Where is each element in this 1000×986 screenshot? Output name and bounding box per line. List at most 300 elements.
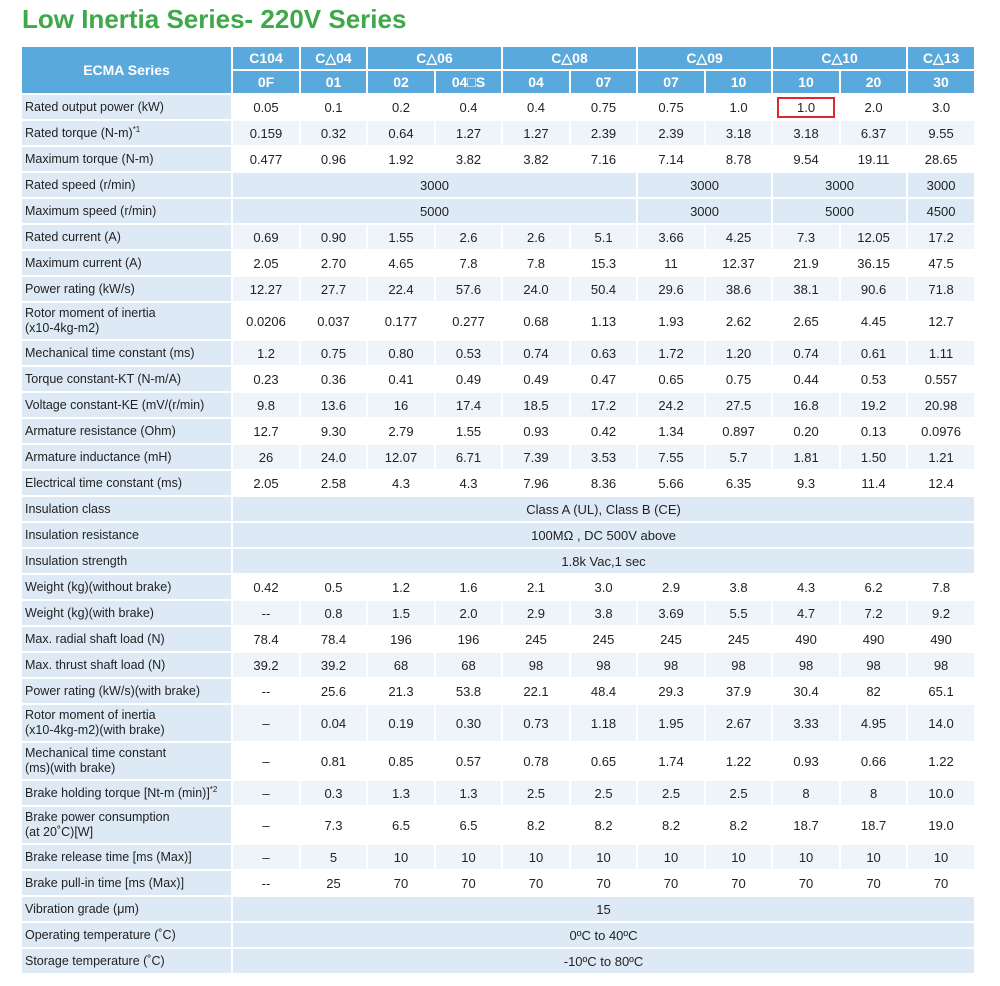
value-cell: 4.95	[840, 704, 907, 742]
table-row-brake-power	[21, 806, 975, 844]
value-cell: 0.61	[840, 340, 907, 366]
value-cell: 3.0	[570, 574, 637, 600]
value-cell: 70	[435, 870, 502, 896]
value-cell: 39.2	[232, 652, 300, 678]
value-cell: 0.49	[435, 366, 502, 392]
value-cell: 7.8	[907, 574, 975, 600]
value-cell: 48.4	[570, 678, 637, 704]
row-label-text: Max. radial shaft load (N)	[25, 631, 165, 646]
value-cell: 19.11	[840, 146, 907, 172]
value-cell: 50.4	[570, 276, 637, 302]
value-cell-highlighted	[772, 94, 840, 120]
value-cell: 70	[367, 870, 435, 896]
value-cell: 7.3	[300, 806, 367, 844]
table-row-storage-temp	[21, 948, 975, 974]
value-cell: 7.3	[772, 224, 840, 250]
value-cell: 1.55	[435, 418, 502, 444]
value-cell: 0.53	[840, 366, 907, 392]
table-row-brake-torque	[21, 780, 975, 806]
value-cell: 1.2	[232, 340, 300, 366]
value-cell: 15.3	[570, 250, 637, 276]
merged-value-cell: 0ºC to 40ºC	[232, 922, 975, 948]
value-cell: 7.96	[502, 470, 570, 496]
row-label	[21, 652, 232, 678]
value-cell: 21.9	[772, 250, 840, 276]
value-cell: 2.58	[300, 470, 367, 496]
merged-value-cell: 3000	[907, 172, 975, 198]
merged-value-cell: 5000	[232, 198, 637, 224]
table-row-max-current	[21, 250, 975, 276]
value-cell: 2.9	[502, 600, 570, 626]
value-cell: 2.79	[367, 418, 435, 444]
value-cell: 2.5	[502, 780, 570, 806]
value-cell: –	[232, 704, 300, 742]
spec-table	[20, 45, 976, 975]
value-cell: 3.33	[772, 704, 840, 742]
value-cell: 490	[840, 626, 907, 652]
value-cell: 30.4	[772, 678, 840, 704]
value-cell: 27.5	[705, 392, 772, 418]
value-cell: 11	[637, 250, 705, 276]
value-cell: 9.8	[232, 392, 300, 418]
value-cell: 9.3	[772, 470, 840, 496]
value-cell: –	[232, 780, 300, 806]
footnote-marker: *1	[132, 124, 141, 134]
row-label-line: Mechanical time constant	[25, 746, 167, 760]
value-cell: 0.63	[570, 340, 637, 366]
value-cell: 25	[300, 870, 367, 896]
value-cell: 0.20	[772, 418, 840, 444]
value-cell: 196	[367, 626, 435, 652]
value-cell: 1.50	[840, 444, 907, 470]
value-cell: 1.0	[705, 94, 772, 120]
value-cell: 57.6	[435, 276, 502, 302]
value-cell: –	[232, 742, 300, 780]
value-cell: 7.14	[637, 146, 705, 172]
value-cell: 0.47	[570, 366, 637, 392]
value-cell: –	[232, 806, 300, 844]
row-label	[21, 600, 232, 626]
value-cell: 2.0	[840, 94, 907, 120]
value-cell: 0.897	[705, 418, 772, 444]
value-cell: 3.18	[705, 120, 772, 146]
merged-value-cell: 100MΩ , DC 500V above	[232, 522, 975, 548]
value-cell: 0.57	[435, 742, 502, 780]
row-label-line: (x10-4kg-m2)(with brake)	[25, 723, 165, 737]
row-label-text: Maximum current (A)	[25, 255, 142, 270]
value-cell: 245	[705, 626, 772, 652]
value-cell: 8.2	[637, 806, 705, 844]
value-cell: 2.39	[637, 120, 705, 146]
row-label	[21, 94, 232, 120]
table-row-arm-resistance	[21, 418, 975, 444]
group-header: C△08	[502, 46, 637, 70]
row-label-text: Rated current (A)	[25, 229, 121, 244]
value-cell: 0.90	[300, 224, 367, 250]
value-cell: 0.1	[300, 94, 367, 120]
value-cell: 6.37	[840, 120, 907, 146]
value-cell: 19.2	[840, 392, 907, 418]
row-label-line: (x10-4kg-m2)	[25, 321, 100, 335]
group-header: C△09	[637, 46, 772, 70]
value-cell: 78.4	[300, 626, 367, 652]
value-cell: 0.13	[840, 418, 907, 444]
value-cell: 0.0206	[232, 302, 300, 340]
value-cell: 0.66	[840, 742, 907, 780]
value-cell: 3.53	[570, 444, 637, 470]
value-cell: 0.93	[772, 742, 840, 780]
table-row-thrust-load	[21, 652, 975, 678]
row-label-text: Brake holding torque [Nt-m (min)]	[25, 785, 210, 800]
value-cell: 3.69	[637, 600, 705, 626]
value-cell: 0.75	[570, 94, 637, 120]
model-header: 04□S	[435, 70, 502, 94]
value-cell: 0.8	[300, 600, 367, 626]
group-header: C△04	[300, 46, 367, 70]
row-label	[21, 522, 232, 548]
page-title: Low Inertia Series- 220V Series	[22, 4, 407, 34]
value-cell: 3.8	[570, 600, 637, 626]
row-label	[21, 250, 232, 276]
value-cell: 0.68	[502, 302, 570, 340]
value-cell: 8.2	[705, 806, 772, 844]
table-row-max-torque	[21, 146, 975, 172]
value-cell: 18.7	[840, 806, 907, 844]
series-header: ECMA Series	[21, 46, 232, 94]
row-label	[21, 392, 232, 418]
value-cell: 3.18	[772, 120, 840, 146]
value-cell: 12.4	[907, 470, 975, 496]
value-cell: 4.3	[435, 470, 502, 496]
value-cell: 2.0	[435, 600, 502, 626]
value-cell: 1.20	[705, 340, 772, 366]
value-cell: 0.2	[367, 94, 435, 120]
value-cell: --	[232, 678, 300, 704]
value-cell: 10	[907, 844, 975, 870]
group-header: C△06	[367, 46, 502, 70]
value-cell: 0.159	[232, 120, 300, 146]
value-cell: 39.2	[300, 652, 367, 678]
value-cell: 0.75	[705, 366, 772, 392]
value-cell: 4.7	[772, 600, 840, 626]
table-row-rated-output	[21, 94, 975, 120]
value-cell: 0.277	[435, 302, 502, 340]
value-cell: 5.66	[637, 470, 705, 496]
row-label-text: Voltage constant-KE (mV/(r/min)	[25, 397, 205, 412]
value-cell: 8	[840, 780, 907, 806]
value-cell: 16	[367, 392, 435, 418]
value-cell: 9.54	[772, 146, 840, 172]
value-cell: 7.39	[502, 444, 570, 470]
value-cell: 24.0	[300, 444, 367, 470]
model-header: 07	[570, 70, 637, 94]
merged-value-cell: 3000	[637, 198, 772, 224]
row-label-text: Insulation class	[25, 501, 111, 516]
value-cell: 0.557	[907, 366, 975, 392]
value-cell: 6.5	[435, 806, 502, 844]
row-label-text: Armature resistance (Ohm)	[25, 423, 176, 438]
value-cell: 8.2	[570, 806, 637, 844]
value-cell: 0.69	[232, 224, 300, 250]
table-row-mech-time-brake	[21, 742, 975, 780]
value-cell: 0.93	[502, 418, 570, 444]
value-cell: 10	[435, 844, 502, 870]
value-cell: 70	[570, 870, 637, 896]
row-label	[21, 224, 232, 250]
row-label-text: Brake pull-in time [ms (Max)]	[25, 875, 185, 890]
value-cell: 2.39	[570, 120, 637, 146]
model-header: 02	[367, 70, 435, 94]
value-cell: 0.3	[300, 780, 367, 806]
value-cell: 53.8	[435, 678, 502, 704]
value-cell: 2.05	[232, 250, 300, 276]
value-cell: 245	[502, 626, 570, 652]
table-row-weight-nobrake	[21, 574, 975, 600]
header-row-groups	[21, 46, 975, 70]
value-cell: 0.5	[300, 574, 367, 600]
value-cell: 2.6	[435, 224, 502, 250]
row-label	[21, 496, 232, 522]
value-cell: 10	[570, 844, 637, 870]
model-header: 20	[840, 70, 907, 94]
row-label-text: Storage temperature (˚C)	[25, 953, 165, 968]
value-cell: 0.19	[367, 704, 435, 742]
value-cell: 22.4	[367, 276, 435, 302]
value-cell: 22.1	[502, 678, 570, 704]
table-row-weight-brake	[21, 600, 975, 626]
value-cell: 3.82	[502, 146, 570, 172]
value-cell: 10	[705, 844, 772, 870]
merged-value-cell: 3000	[772, 172, 907, 198]
value-cell: 21.3	[367, 678, 435, 704]
value-cell: 10	[637, 844, 705, 870]
row-label	[21, 678, 232, 704]
value-cell: 27.7	[300, 276, 367, 302]
value-cell: 7.16	[570, 146, 637, 172]
table-row-rated-speed	[21, 172, 975, 198]
table-row-mech-time	[21, 340, 975, 366]
value-cell: 1.34	[637, 418, 705, 444]
value-cell: 4.65	[367, 250, 435, 276]
value-cell: 10.0	[907, 780, 975, 806]
value-cell: 4.25	[705, 224, 772, 250]
table-header	[21, 46, 975, 94]
value-cell: 0.30	[435, 704, 502, 742]
value-cell: 6.5	[367, 806, 435, 844]
merged-value-cell: 4500	[907, 198, 975, 224]
value-cell: 2.62	[705, 302, 772, 340]
model-header: 10	[772, 70, 840, 94]
model-header: 01	[300, 70, 367, 94]
value-cell: 7.2	[840, 600, 907, 626]
row-label-text: Rated torque (N-m)	[25, 125, 133, 140]
value-cell: 70	[705, 870, 772, 896]
table-row-rated-current	[21, 224, 975, 250]
value-cell: 0.04	[300, 704, 367, 742]
value-cell: 12.37	[705, 250, 772, 276]
value-cell: 6.2	[840, 574, 907, 600]
value-cell: 5	[300, 844, 367, 870]
row-label-text: Armature inductance (mH)	[25, 449, 172, 464]
value-cell: 1.18	[570, 704, 637, 742]
value-cell: 0.74	[772, 340, 840, 366]
value-cell: 10	[367, 844, 435, 870]
value-cell: 70	[637, 870, 705, 896]
value-cell: 490	[907, 626, 975, 652]
value-cell: 3.66	[637, 224, 705, 250]
value-cell: --	[232, 870, 300, 896]
value-cell: 26	[232, 444, 300, 470]
row-label-text: Torque constant-KT (N-m/A)	[25, 371, 182, 386]
row-label-text: Vibration grade (μm)	[25, 901, 139, 916]
value-cell: 10	[840, 844, 907, 870]
value-cell: 0.177	[367, 302, 435, 340]
value-cell: 70	[502, 870, 570, 896]
value-cell: 78.4	[232, 626, 300, 652]
value-cell: 3.82	[435, 146, 502, 172]
table-row-insulation-strength	[21, 548, 975, 574]
value-cell: 8.2	[502, 806, 570, 844]
row-label	[21, 742, 232, 780]
value-cell: 12.7	[907, 302, 975, 340]
row-label	[21, 844, 232, 870]
value-cell: 490	[772, 626, 840, 652]
value-cell: 1.22	[907, 742, 975, 780]
value-cell: 17.4	[435, 392, 502, 418]
value-cell: 0.96	[300, 146, 367, 172]
row-label-text: Mechanical time constant (ms)	[25, 345, 195, 360]
value-cell: 68	[367, 652, 435, 678]
value-cell: 0.037	[300, 302, 367, 340]
value-cell: 98	[907, 652, 975, 678]
value-cell: 0.65	[637, 366, 705, 392]
value-cell: 6.35	[705, 470, 772, 496]
value-cell: 18.5	[502, 392, 570, 418]
value-cell: 0.73	[502, 704, 570, 742]
value-cell: 2.65	[772, 302, 840, 340]
value-cell: 38.1	[772, 276, 840, 302]
table-row-rotor-inertia	[21, 302, 975, 340]
merged-value-cell: Class A (UL), Class B (CE)	[232, 496, 975, 522]
table-row-insulation-resistance	[21, 522, 975, 548]
value-cell: 1.13	[570, 302, 637, 340]
value-cell: 25.6	[300, 678, 367, 704]
value-cell: 0.44	[772, 366, 840, 392]
row-label-text: Rated speed (r/min)	[25, 177, 136, 192]
row-label-text: Insulation strength	[25, 553, 128, 568]
value-cell: 1.2	[367, 574, 435, 600]
value-cell: 3.8	[705, 574, 772, 600]
value-cell: 29.3	[637, 678, 705, 704]
row-label-text: Electrical time constant (ms)	[25, 475, 182, 490]
value-cell: 24.0	[502, 276, 570, 302]
value-cell: 20.98	[907, 392, 975, 418]
value-cell: 1.81	[772, 444, 840, 470]
value-cell: 47.5	[907, 250, 975, 276]
value-cell: 98	[705, 652, 772, 678]
value-cell: 0.36	[300, 366, 367, 392]
value-cell: 2.05	[232, 470, 300, 496]
value-cell: 1.74	[637, 742, 705, 780]
value-cell: 245	[570, 626, 637, 652]
value-cell: 2.1	[502, 574, 570, 600]
value-cell: 28.65	[907, 146, 975, 172]
value-cell: 98	[570, 652, 637, 678]
value-cell: 98	[772, 652, 840, 678]
table-row-insulation-class	[21, 496, 975, 522]
value-cell: 29.6	[637, 276, 705, 302]
value-cell: 37.9	[705, 678, 772, 704]
merged-value-cell: 3000	[232, 172, 637, 198]
row-label	[21, 922, 232, 948]
row-label-text: Rated output power (kW)	[25, 99, 164, 114]
value-cell: 10	[772, 844, 840, 870]
table-row-voltage-const	[21, 392, 975, 418]
value-cell: 12.7	[232, 418, 300, 444]
row-label-text: Max. thrust shaft load (N)	[25, 657, 166, 672]
value-cell: 0.32	[300, 120, 367, 146]
value-cell: 0.74	[502, 340, 570, 366]
merged-value-cell: 3000	[637, 172, 772, 198]
value-cell: 9.30	[300, 418, 367, 444]
row-label	[21, 780, 232, 806]
table-row-brake-release	[21, 844, 975, 870]
group-header: C△13	[907, 46, 975, 70]
row-label	[21, 366, 232, 392]
value-cell: 245	[637, 626, 705, 652]
value-cell: 24.2	[637, 392, 705, 418]
row-label	[21, 172, 232, 198]
row-label-text: Insulation resistance	[25, 527, 139, 542]
value-cell: 12.27	[232, 276, 300, 302]
table-row-op-temp	[21, 922, 975, 948]
value-cell: 0.23	[232, 366, 300, 392]
value-cell: 0.05	[232, 94, 300, 120]
value-cell: 12.07	[367, 444, 435, 470]
value-cell: 0.78	[502, 742, 570, 780]
table-row-power-rating	[21, 276, 975, 302]
group-header: C△10	[772, 46, 907, 70]
model-header: 10	[705, 70, 772, 94]
table-row-brake-pullin	[21, 870, 975, 896]
value-cell: 14.0	[907, 704, 975, 742]
value-cell: 0.4	[435, 94, 502, 120]
value-cell: 2.9	[637, 574, 705, 600]
model-header: 04	[502, 70, 570, 94]
value-cell: 0.49	[502, 366, 570, 392]
table-row-torque-const	[21, 366, 975, 392]
table-row-arm-inductance	[21, 444, 975, 470]
table-row-elec-time	[21, 470, 975, 496]
merged-value-cell: -10ºC to 80ºC	[232, 948, 975, 974]
table-row-power-rating-brake	[21, 678, 975, 704]
row-label-text: Operating temperature (˚C)	[25, 927, 176, 942]
value-cell: 2.70	[300, 250, 367, 276]
value-cell: 0.0976	[907, 418, 975, 444]
value-cell: 4.3	[772, 574, 840, 600]
value-cell: 82	[840, 678, 907, 704]
value-cell: 0.75	[300, 340, 367, 366]
value-cell: 0.41	[367, 366, 435, 392]
value-cell: 5.7	[705, 444, 772, 470]
value-cell: 4.3	[367, 470, 435, 496]
value-cell: 17.2	[570, 392, 637, 418]
value-cell: 5.5	[705, 600, 772, 626]
value-cell: 2.5	[637, 780, 705, 806]
merged-value-cell: 15	[232, 896, 975, 922]
group-header: C104	[232, 46, 300, 70]
row-label-text: Maximum speed (r/min)	[25, 203, 157, 218]
